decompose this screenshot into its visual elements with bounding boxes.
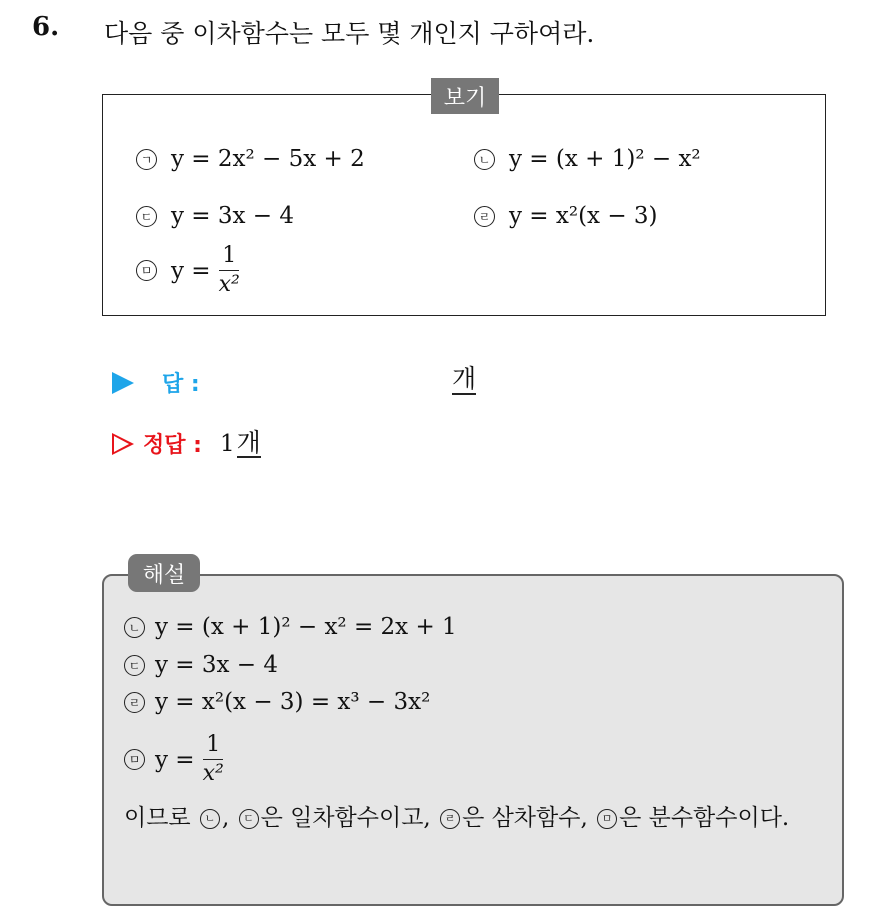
circled-mark: ㄹ (124, 692, 145, 713)
solution-expression-lhs: y = (155, 746, 195, 773)
circled-mark: ㄱ (136, 149, 157, 170)
circled-mark: ㅁ (597, 809, 617, 829)
bogi-expression: y = x²(x − 3) (509, 203, 658, 229)
solution-line-3 (124, 689, 430, 715)
circled-mark: ㄴ (124, 617, 145, 638)
solution-line-2 (124, 652, 278, 678)
solution-expression: y = (x + 1)² − x² = 2x + 1 (155, 614, 457, 640)
solution-line-4 (124, 734, 224, 785)
circled-mark: ㄷ (136, 206, 157, 227)
solution-title: 해설 (128, 554, 200, 592)
circled-mark: ㅁ (136, 260, 157, 281)
correct-answer-value: 1 (219, 430, 235, 457)
fraction (219, 245, 240, 296)
bogi-expression: y = 2x² − 5x + 2 (171, 146, 365, 172)
solution-expression: y = 3x − 4 (155, 652, 279, 678)
bogi-expression: y = (x + 1)² − x² (509, 146, 701, 172)
question-text: 다음 중 이차함수는 모두 몇 개인지 구하여라. (104, 19, 595, 48)
bogi-expression-lhs: y = (171, 257, 211, 284)
circled-mark: ㄹ (474, 206, 495, 227)
fraction-numerator: 1 (203, 734, 223, 760)
fraction-numerator: 1 (219, 245, 239, 271)
fraction-denominator: x² (202, 761, 224, 786)
bogi-item-2 (474, 146, 701, 172)
fraction-denominator: x² (218, 272, 240, 297)
conclusion-text: , (221, 805, 230, 831)
bogi-item-4 (474, 203, 658, 229)
question-number: 6. (32, 12, 60, 42)
correct-answer-unit: 개 (236, 427, 261, 457)
solution-expression: y = x²(x − 3) = x³ − 3x² (155, 689, 431, 715)
circled-mark: ㄹ (440, 809, 460, 829)
conclusion-text: 은 삼차함수, (462, 805, 588, 831)
conclusion-text: 은 일차함수이고, (260, 805, 431, 831)
bogi-item-5 (136, 245, 240, 296)
answer-row (112, 367, 200, 398)
bogi-expression: y = 3x − 4 (171, 203, 295, 229)
bogi-item-3 (136, 203, 294, 229)
bogi-title: 보기 (431, 78, 499, 114)
solution-line-1 (124, 614, 457, 640)
circled-mark: ㄷ (239, 809, 259, 829)
bogi-item-1 (136, 146, 365, 172)
correct-answer-label: 정답 : (143, 433, 202, 458)
fraction (203, 734, 224, 785)
circled-mark: ㄷ (124, 655, 145, 676)
answer-unit: 개 (452, 364, 477, 393)
conclusion-text: 이므로 (124, 805, 191, 831)
play-triangle-icon (112, 372, 134, 394)
circled-mark: ㄴ (474, 149, 495, 170)
correct-answer-row (112, 428, 261, 459)
circled-mark: ㄴ (200, 809, 220, 829)
answer-label: 답 : (162, 372, 200, 397)
conclusion-text: 은 분수함수이다. (619, 805, 790, 831)
solution-conclusion (124, 798, 834, 838)
circled-mark: ㅁ (124, 749, 145, 770)
